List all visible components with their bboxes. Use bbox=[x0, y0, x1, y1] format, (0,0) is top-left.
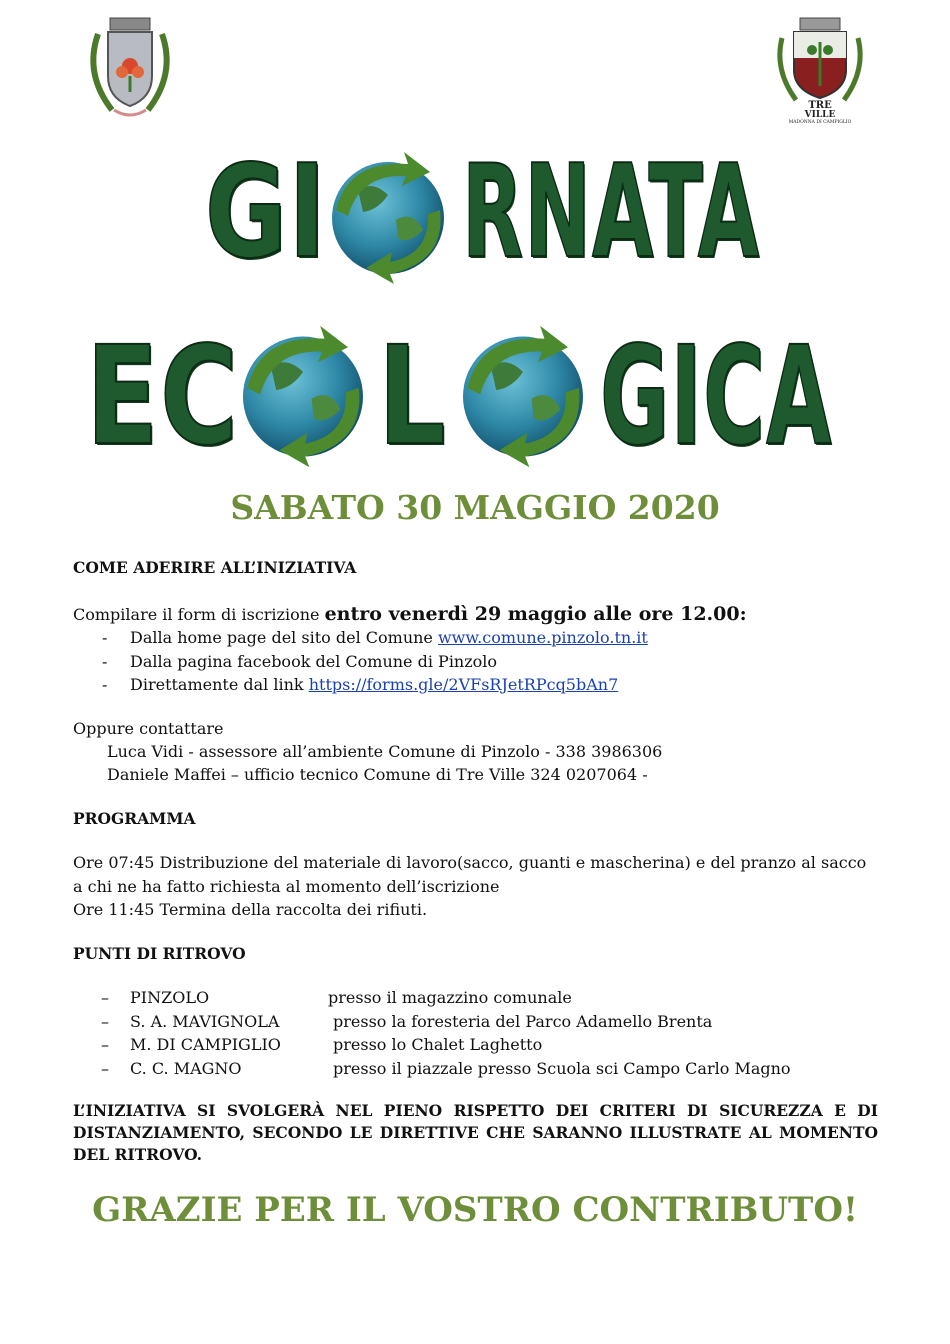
meeting-location: presso il piazzale presso Scuola sci Campo Carlo Magno bbox=[333, 1059, 791, 1078]
contact-intro: Oppure contattare bbox=[73, 719, 224, 738]
tre-ville-line3: MADONNA DI CAMPIGLIO bbox=[788, 120, 852, 124]
google-form-link[interactable]: https://forms.gle/2VFsRJetRPcq5bAn7 bbox=[308, 675, 619, 694]
title-gi: GI bbox=[205, 138, 328, 287]
join-item-link bbox=[130, 675, 618, 694]
meeting-place: C. C. MAGNO bbox=[130, 1059, 242, 1078]
join-intro-normal: Compilare il form di iscrizione bbox=[73, 605, 325, 624]
recycle-globe-icon-2 bbox=[228, 322, 378, 470]
join-intro-deadline: entro venerdì 29 maggio alle ore 12.00: bbox=[324, 603, 747, 625]
title-l: L bbox=[378, 318, 448, 476]
meeting-heading: PUNTI DI RITROVO bbox=[73, 944, 246, 963]
bullet-dash: – bbox=[101, 1012, 109, 1031]
join-item-facebook: Dalla pagina facebook del Comune di Pinzolo bbox=[130, 652, 498, 671]
meeting-place: S. A. MAVIGNOLA bbox=[130, 1012, 280, 1031]
pinzolo-coat-of-arms-logo bbox=[78, 14, 182, 124]
program-heading: PROGRAMMA bbox=[73, 809, 196, 828]
join-item-text: Dalla home page del sito del Comune bbox=[130, 628, 438, 647]
tre-ville-line1: TRE bbox=[808, 100, 832, 111]
title-gica: GICA bbox=[600, 318, 833, 476]
contact-luca-vidi: Luca Vidi - assessore all’ambiente Comune di Pinzolo - 338 3986306 bbox=[107, 742, 663, 761]
title-rnata: RNATA bbox=[462, 138, 761, 287]
program-line-1: Ore 07:45 Distribuzione del materiale di lavoro(sacco, guanti e mascherina) e del pranzo al sacco bbox=[73, 853, 867, 872]
contact-daniele-maffei: Daniele Maffei – ufficio tecnico Comune di Tre Ville 324 0207064 - bbox=[107, 765, 648, 784]
program-line-3: Ore 11:45 Termina della raccolta dei rifiuti. bbox=[73, 900, 428, 919]
event-date: SABATO 30 MAGGIO 2020 bbox=[230, 488, 720, 527]
recycle-globe-icon-3 bbox=[448, 322, 598, 470]
safety-notice: L’INIZIATIVA SI SVOLGERÀ NEL PIENO RISPETTO DEI CRITERI DI SICUREZZA E DI DISTANZIAMENTO, SECONDO LE DIRETTIVE CHE SARANNO ILLUSTRATE AL MOMENTO DEL RITROVO. bbox=[73, 1101, 878, 1164]
bullet-dash: – bbox=[101, 1035, 109, 1054]
program-line-2: a chi ne ha fatto richiesta al momento dell’iscrizione bbox=[73, 877, 500, 896]
meeting-location: presso la foresteria del Parco Adamello Brenta bbox=[333, 1012, 713, 1031]
tre-ville-line2: VILLE bbox=[804, 110, 836, 120]
bullet-dash: - bbox=[102, 628, 108, 647]
join-intro bbox=[73, 603, 747, 625]
meeting-place: PINZOLO bbox=[130, 988, 210, 1007]
tre-ville-logo bbox=[770, 14, 870, 124]
pinzolo-website-link[interactable]: www.comune.pinzolo.tn.it bbox=[437, 628, 648, 647]
bullet-dash: – bbox=[101, 988, 109, 1007]
join-item-text: Direttamente dal link bbox=[130, 675, 309, 694]
join-heading: COME ADERIRE ALL’INIZIATIVA bbox=[73, 558, 357, 577]
recycle-globe-icon bbox=[318, 150, 458, 285]
bullet-dash: – bbox=[101, 1059, 109, 1078]
bullet-dash: - bbox=[102, 675, 108, 694]
bullet-dash: - bbox=[102, 652, 108, 671]
meeting-location: presso il magazzino comunale bbox=[328, 988, 572, 1007]
meeting-place: M. DI CAMPIGLIO bbox=[130, 1035, 281, 1054]
meeting-location: presso lo Chalet Laghetto bbox=[333, 1035, 543, 1054]
join-item-homepage bbox=[130, 628, 648, 647]
thanks-message: GRAZIE PER IL VOSTRO CONTRIBUTO! bbox=[92, 1190, 858, 1230]
title-ec: EC bbox=[86, 318, 240, 476]
